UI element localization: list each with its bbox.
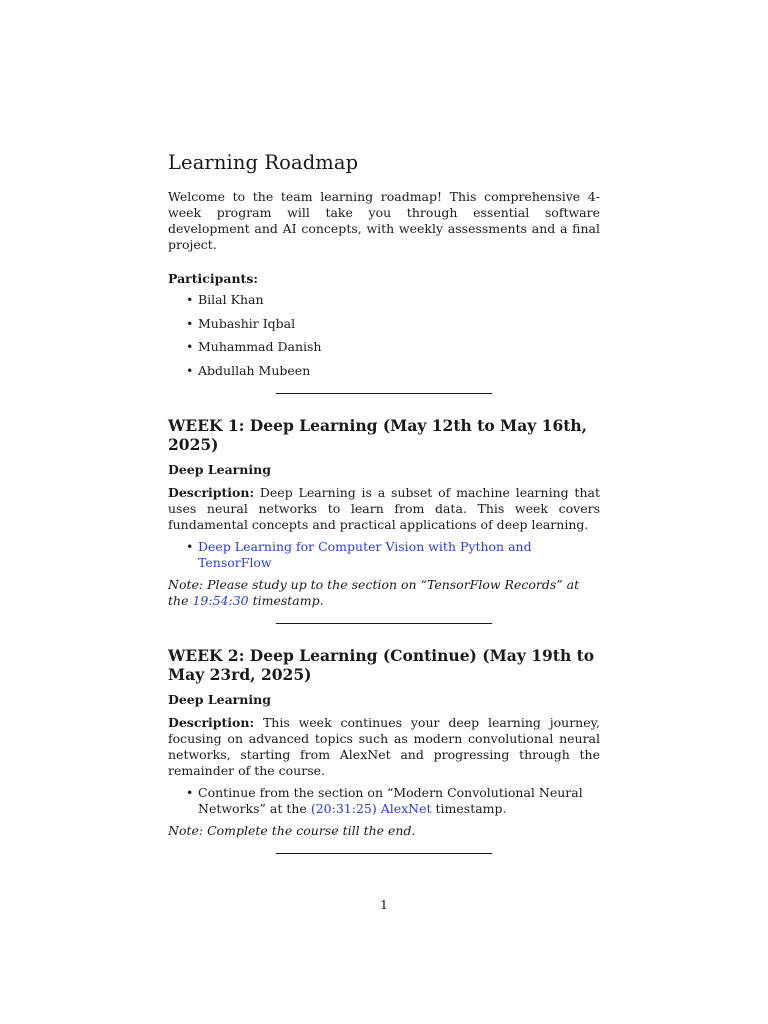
description-label: Description:	[168, 714, 255, 730]
list-item	[198, 785, 600, 817]
list-item: • Muhammad Danish	[198, 339, 600, 355]
note-text: Note: Please study up to the section on “TensorFlow Records” at the	[168, 576, 580, 608]
participants-heading: Participants:	[168, 271, 258, 287]
section-divider	[276, 623, 492, 624]
week-1-resources	[168, 539, 600, 571]
intro-paragraph: Welcome to the team learning roadmap! This comprehensive 4-week program will take you through essential software development and AI concepts, with weekly assessments and a final project.	[168, 189, 600, 253]
page-number: 1	[380, 897, 388, 912]
resource-link[interactable]: Deep Learning for Computer Vision with Python and TensorFlow	[198, 538, 532, 570]
list-item: • Abdullah Mubeen	[198, 363, 600, 379]
week-2-note: Note: Complete the course till the end.	[168, 822, 416, 838]
week-2-description	[168, 715, 600, 779]
resource-text: Continue from the section on “Modern Convolutional Neural Networks” at the	[198, 784, 583, 816]
week-1-subheading: Deep Learning	[168, 461, 271, 477]
resource-suffix: timestamp.	[435, 800, 507, 816]
timestamp-link[interactable]: (20:31:25) AlexNet	[310, 800, 432, 816]
timestamp-link[interactable]: 19:54:30	[192, 592, 249, 608]
week-1-description	[168, 485, 600, 533]
week-2-subheading: Deep Learning	[168, 691, 271, 707]
description-text: Deep Learning is a subset of machine learning that uses neural networks to learn from data. This week covers fundamental concepts and practical applications of deep learning.	[168, 484, 600, 532]
list-item	[198, 539, 600, 571]
week-2-title: WEEK 2: Deep Learning (Continue) (May 19th to May 23rd, 2025)	[168, 645, 595, 684]
note-suffix: timestamp.	[252, 592, 324, 608]
section-divider	[276, 853, 492, 854]
section-divider	[276, 393, 492, 394]
list-item: • Bilal Khan	[198, 292, 600, 308]
week-1-note	[168, 577, 600, 609]
page-title: Learning Roadmap	[168, 151, 359, 174]
document-page	[168, 150, 600, 876]
week-1-section	[168, 416, 600, 609]
description-label: Description:	[168, 484, 255, 500]
participants-list	[168, 292, 600, 379]
list-item: • Mubashir Iqbal	[198, 316, 600, 332]
week-1-title: WEEK 1: Deep Learning (May 12th to May 16th, 2025)	[168, 415, 588, 454]
week-2-resources	[168, 785, 600, 817]
week-2-section	[168, 646, 600, 839]
description-text: This week continues your deep learning journey, focusing on advanced topics such as modern convolutional neural networks, starting from AlexNet and progressing through the remainder of the course.	[168, 714, 600, 778]
